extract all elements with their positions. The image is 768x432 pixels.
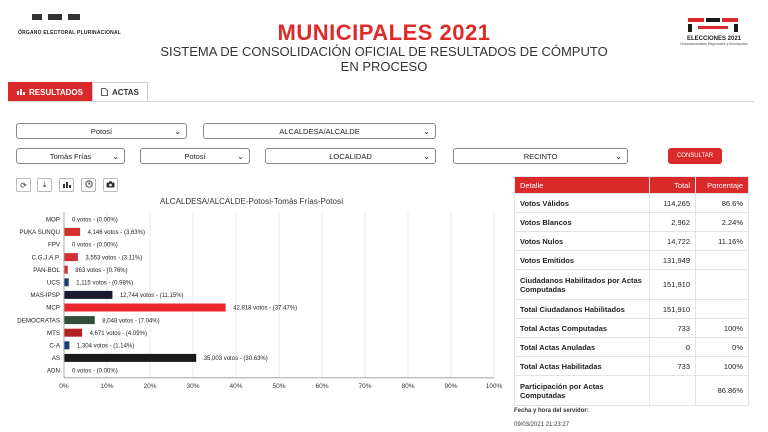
x-tick-label: 100% (485, 382, 503, 388)
row-label: Votos Emitidos (515, 251, 650, 270)
category-label: ADN (46, 367, 60, 375)
category-label: MOP (45, 216, 60, 224)
provincia-select[interactable] (16, 148, 125, 164)
bar (65, 329, 83, 337)
tab-resultados-label: RESULTADOS (29, 88, 83, 97)
x-tick-label: 70% (358, 382, 372, 388)
table-row (515, 232, 749, 251)
row-label: Ciudadanos Habilitados por Actas Computadas (515, 270, 650, 300)
x-tick-label: 60% (315, 382, 329, 388)
page-subtitle: SISTEMA DE CONSOLIDACIÓN OFICIAL DE RESULTADOS DE CÓMPUTO EN PROCESO (160, 44, 608, 74)
category-label: C-A (49, 342, 60, 350)
x-tick-label: 30% (186, 382, 200, 388)
bar-value-label: 0 votos - (0.00%) (72, 368, 118, 375)
row-percent: 100% (696, 319, 749, 338)
chart-button[interactable] (59, 178, 74, 192)
bar-chart-icon (17, 88, 25, 97)
row-percent (696, 300, 749, 319)
chevron-down-icon: ⌄ (615, 152, 622, 161)
category-label: MAS-IPSP (30, 292, 60, 300)
category-label: MCP (46, 304, 60, 312)
bar-value-label: 42,818 votos - (37.47%) (233, 305, 298, 312)
screenshot-button[interactable] (103, 178, 118, 192)
history-button[interactable] (81, 178, 96, 192)
chevron-down-icon: ⌄ (423, 152, 430, 161)
x-tick-label: 50% (272, 382, 286, 388)
category-label: C.G.J.A.P. (31, 254, 60, 262)
table-row (515, 213, 749, 232)
recinto-select[interactable] (453, 148, 628, 164)
bar-chart-icon (63, 181, 71, 190)
table-header-row (515, 177, 749, 194)
bar-value-label: 4,146 votos - (3.63%) (87, 230, 145, 237)
consultar-button[interactable]: CONSULTAR (668, 148, 722, 164)
municipio-value: Potosí (184, 151, 206, 161)
bar-value-label: 0 votos - (0.00%) (72, 217, 118, 224)
row-percent: 2.24% (696, 213, 749, 232)
row-total: 733 (650, 319, 696, 338)
provincia-value: Tomás Frías (49, 151, 92, 161)
row-percent: 100% (696, 357, 749, 376)
localidad-value: LOCALIDAD (329, 151, 372, 161)
category-label: AS (51, 355, 60, 363)
row-percent: 0% (696, 338, 749, 357)
elecciones-logo-mark (686, 14, 742, 34)
row-total: 114,265 (650, 194, 696, 213)
row-label: Total Actas Computadas (515, 319, 650, 338)
row-total: 14,722 (650, 232, 696, 251)
table-row (515, 338, 749, 357)
row-label: Votos Blancos (515, 213, 650, 232)
row-label: Total Ciudadanos Habilitados (515, 300, 650, 319)
row-percent: 86.86% (696, 376, 749, 406)
category-label: MTS (46, 329, 60, 337)
download-icon: ⤓ (42, 180, 47, 189)
server-time: 09/03/2021 21:23:27 (514, 422, 570, 428)
bar (65, 253, 78, 261)
table-row (515, 376, 749, 406)
tab-bar (8, 82, 148, 102)
bar (65, 354, 197, 362)
header-total: Total (650, 177, 696, 194)
x-tick-label: 40% (229, 382, 243, 388)
row-percent: 86.6% (696, 194, 749, 213)
download-button[interactable] (37, 178, 52, 192)
bar-value-label: 12,744 votos - (11.15%) (119, 293, 184, 300)
departamento-select[interactable] (16, 123, 187, 139)
table-row (515, 270, 749, 300)
header-detalle: Detalle (515, 177, 650, 194)
bar-value-label: 863 votos - (0.76%) (75, 267, 128, 274)
bar (65, 266, 68, 274)
elecciones-logo-sub: Departamentales Regionales y Municipales (680, 42, 748, 46)
table-row (515, 251, 749, 270)
document-icon (101, 88, 108, 98)
row-label: Participación por Actas Computadas (515, 376, 650, 406)
table-row (515, 300, 749, 319)
x-tick-label: 0% (59, 382, 69, 388)
bar-value-label: 4,671 votos - (4.09%) (89, 330, 147, 337)
chevron-down-icon: ⌄ (112, 152, 119, 161)
tab-resultados[interactable] (8, 82, 92, 102)
bar-value-label: 3,553 votos - (3.11%) (85, 255, 143, 262)
chevron-down-icon: ⌄ (423, 127, 430, 136)
category-label: DEMOCRATAS (17, 317, 60, 325)
header-porcentaje: Porcentaje (696, 177, 749, 194)
oep-logo-mark (32, 10, 128, 20)
row-total: 733 (650, 357, 696, 376)
bar-value-label: 1,115 votos - (0.98%) (76, 280, 134, 287)
bar (65, 304, 226, 312)
bar (65, 278, 69, 286)
cargo-value: ALCALDESA/ALCALDE (279, 126, 360, 136)
table-row (515, 319, 749, 338)
category-label: UCS (46, 279, 60, 287)
results-table (514, 176, 749, 406)
category-label: PAN-BOL (33, 266, 60, 274)
row-total: 151,910 (650, 270, 696, 300)
row-percent (696, 251, 749, 270)
bar-value-label: 35,003 votos - (30.63%) (203, 356, 268, 363)
bar (65, 341, 70, 349)
row-total: 2,962 (650, 213, 696, 232)
row-total: 151,910 (650, 300, 696, 319)
x-tick-label: 80% (401, 382, 415, 388)
refresh-button[interactable] (16, 178, 31, 192)
row-total: 0 (650, 338, 696, 357)
bar (65, 316, 95, 324)
elecciones-logo-name: ELECCIONES 2021 (686, 36, 742, 42)
clock-icon (85, 180, 93, 190)
refresh-icon: ⟳ (20, 180, 27, 190)
table-row (515, 194, 749, 213)
row-label: Votos Nulos (515, 232, 650, 251)
chevron-down-icon: ⌄ (237, 152, 244, 161)
oep-org-name: ÓRGANO ELECTORAL PLURINACIONAL (18, 30, 122, 36)
recinto-value: RECINTO (523, 151, 558, 161)
row-label: Votos Válidos (515, 194, 650, 213)
category-label: PUKA SUNQU (19, 229, 60, 237)
bar (65, 291, 113, 299)
row-percent: 11.16% (696, 232, 749, 251)
row-total: 131,949 (650, 251, 696, 270)
camera-icon (106, 181, 115, 190)
table-row (515, 357, 749, 376)
departamento-value: Potosí (90, 126, 113, 136)
bar-value-label: 8,048 votos - (7.04%) (102, 318, 160, 325)
elecciones-logo (674, 14, 754, 46)
results-bar-chart (0, 208, 505, 388)
chevron-down-icon: ⌄ (174, 127, 181, 136)
tab-actas[interactable] (92, 82, 148, 102)
server-time-label: Fecha y hora del servidor: (514, 408, 589, 414)
row-percent (696, 270, 749, 300)
tab-actas-label: ACTAS (111, 88, 139, 97)
x-tick-label: 20% (143, 382, 157, 388)
category-label: FPV (47, 241, 60, 249)
localidad-select[interactable] (265, 148, 436, 164)
bar (65, 228, 81, 236)
row-label: Total Actas Habilitadas (515, 357, 650, 376)
row-total (650, 376, 696, 406)
tab-divider (8, 101, 754, 102)
x-tick-label: 90% (444, 382, 458, 388)
chart-title: ALCALDESA/ALCALDE-Potosí-Tomás Frías-Potosí (160, 197, 344, 206)
bar-value-label: 0 votos - (0.00%) (72, 242, 118, 249)
x-tick-label: 10% (100, 382, 114, 388)
row-label: Total Actas Anuladas (515, 338, 650, 357)
page-title: MUNICIPALES 2021 (277, 20, 491, 45)
bar-value-label: 1,304 votos - (1.14%) (76, 343, 135, 350)
cargo-select[interactable] (203, 123, 436, 139)
municipio-select[interactable] (140, 148, 250, 164)
